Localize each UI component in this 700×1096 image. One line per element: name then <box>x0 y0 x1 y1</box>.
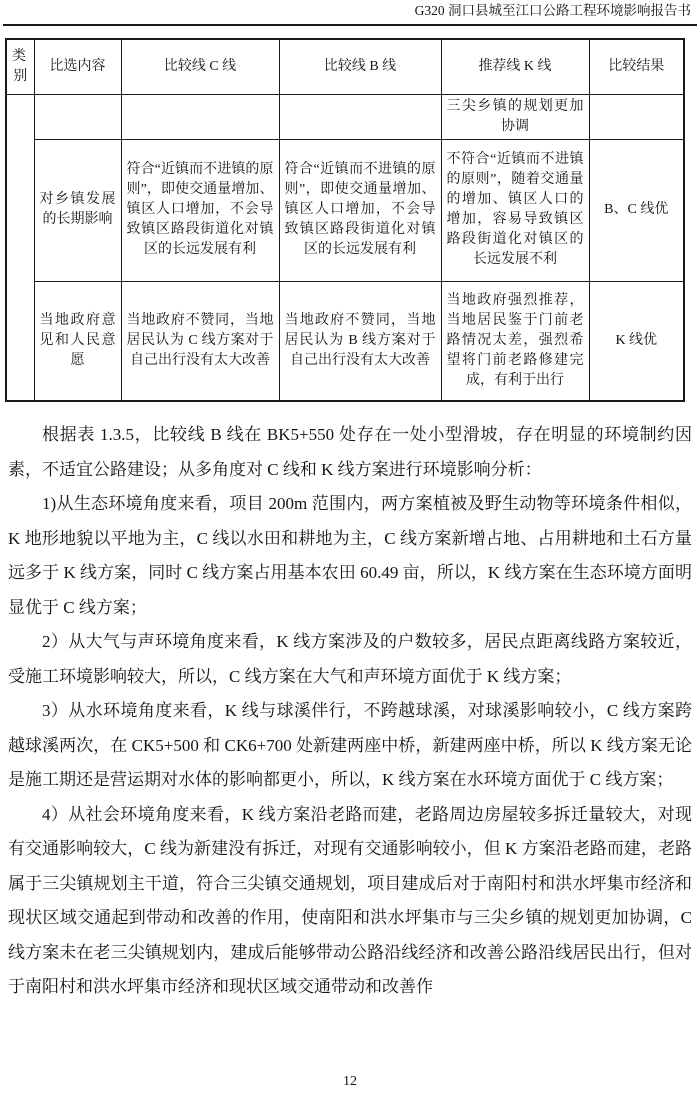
column-header-result: 比较结果 <box>589 39 684 94</box>
page-header <box>3 0 697 23</box>
table-row-government-opinion <box>6 281 684 401</box>
paragraph-water: 3）从水环境角度来看，K 线与球溪伴行，不跨越球溪，对球溪影响较小，C 线方案跨越球溪两次，在 CK5+500 和 CK6+700 处新建两座中桥，新建两座中桥，所以 K 线方案无论是施工期还是营运期对水体的影响都更小，所以，K 线方案在水环境方面优于 C 线方案； <box>8 701 692 789</box>
cell-result <box>589 94 684 139</box>
header-divider <box>3 24 697 26</box>
route-comparison-table <box>5 38 685 402</box>
header-title: G320 洞口县城至江口公路工程环境影响报告书 <box>414 3 691 18</box>
cell-line-b <box>279 94 441 139</box>
cell-line-c: 符合“近镇而不进镇的原则”，即使交通量增加、镇区人口增加，不会导致镇区路段街道化对镇区的长远发展有利 <box>121 139 279 281</box>
cell-line-k: 当地政府强烈推荐，当地居民鉴于门前老路情况太差，强烈希望将门前老路修建完成，有利于出行 <box>441 281 589 401</box>
column-header-category: 类别 <box>6 39 34 94</box>
cell-result: B、C 线优 <box>589 139 684 281</box>
column-header-content: 比选内容 <box>34 39 121 94</box>
table-header-row <box>6 39 684 94</box>
column-header-line-k: 推荐线 K 线 <box>441 39 589 94</box>
paragraph-intro: 根据表 1.3.5，比较线 B 线在 BK5+550 处存在一处小型滑坡，存在明显的环境制约因素，不适宜公路建设；从多角度对 C 线和 K 线方案进行环境影响分析： <box>8 425 692 479</box>
column-header-line-c: 比较线 C 线 <box>121 39 279 94</box>
category-merged-cell <box>6 94 34 401</box>
body-text <box>8 418 692 1005</box>
cell-line-b: 当地政府不赞同，当地居民认为 B 线方案对于自己出行没有太大改善 <box>279 281 441 401</box>
paragraph-ecology: 1)从生态环境角度来看，项目 200m 范围内，两方案植被及野生动物等环境条件相似，K 地形地貌以平地为主，C 线以水田和耕地为主，C 线方案新增占地、占用耕地和土石方量远多于 K 线方案，同时 C 线方案占用基本农田 60.49 亩，所以，K 线方案在生态环境方面明显优于 C 线方案； <box>8 494 692 617</box>
paragraph-air-noise: 2）从大气与声环境角度来看，K 线方案涉及的户数较多，居民点距离线路方案较近，受施工环境影响较大，所以，C 线方案在大气和声环境方面优于 K 线方案； <box>8 632 692 686</box>
cell-content <box>34 94 121 139</box>
table-row-continuation <box>6 94 684 139</box>
cell-content: 当地政府意见和人民意愿 <box>34 281 121 401</box>
paragraph-social: 4）从社会环境角度来看，K 线方案沿老路而建，老路周边房屋较多拆迁量较大，对现有交通影响较大，C 线为新建没有拆迁，对现有交通影响较小，但 K 方案沿老路而建，老路属于三尖镇规划主干道，符合三尖镇交通规划，项目建成后对于南阳村和洪水坪集市经济和现状区域交通起到带动和改善的作用，使南阳和洪水坪集市与三尖乡镇的规划更加协调，C 线方案未在老三尖镇规划内，建成后能够带动公路沿线经济和改善公路沿线居民出行，但对于南阳村和洪水坪集市经济和现状区域交通带动和改善作 <box>8 804 692 996</box>
cell-line-k: 三尖乡镇的规划更加协调 <box>441 94 589 139</box>
page-number: 12 <box>343 1074 357 1089</box>
page-footer <box>0 1073 700 1091</box>
cell-line-k: 不符合“近镇而不进镇的原则”，随着交通量的增加、镇区人口的增加，容易导致镇区路段街道化对镇区的长远发展不利 <box>441 139 589 281</box>
cell-line-b: 符合“近镇而不进镇的原则”，即使交通量增加、镇区人口增加，不会导致镇区路段街道化对镇区的长远发展有利 <box>279 139 441 281</box>
cell-line-c: 当地政府不赞同，当地居民认为 C 线方案对于自己出行没有太大改善 <box>121 281 279 401</box>
cell-content: 对乡镇发展的长期影响 <box>34 139 121 281</box>
cell-line-c <box>121 94 279 139</box>
table-row-town-development <box>6 139 684 281</box>
cell-result: K 线优 <box>589 281 684 401</box>
column-header-line-b: 比较线 B 线 <box>279 39 441 94</box>
